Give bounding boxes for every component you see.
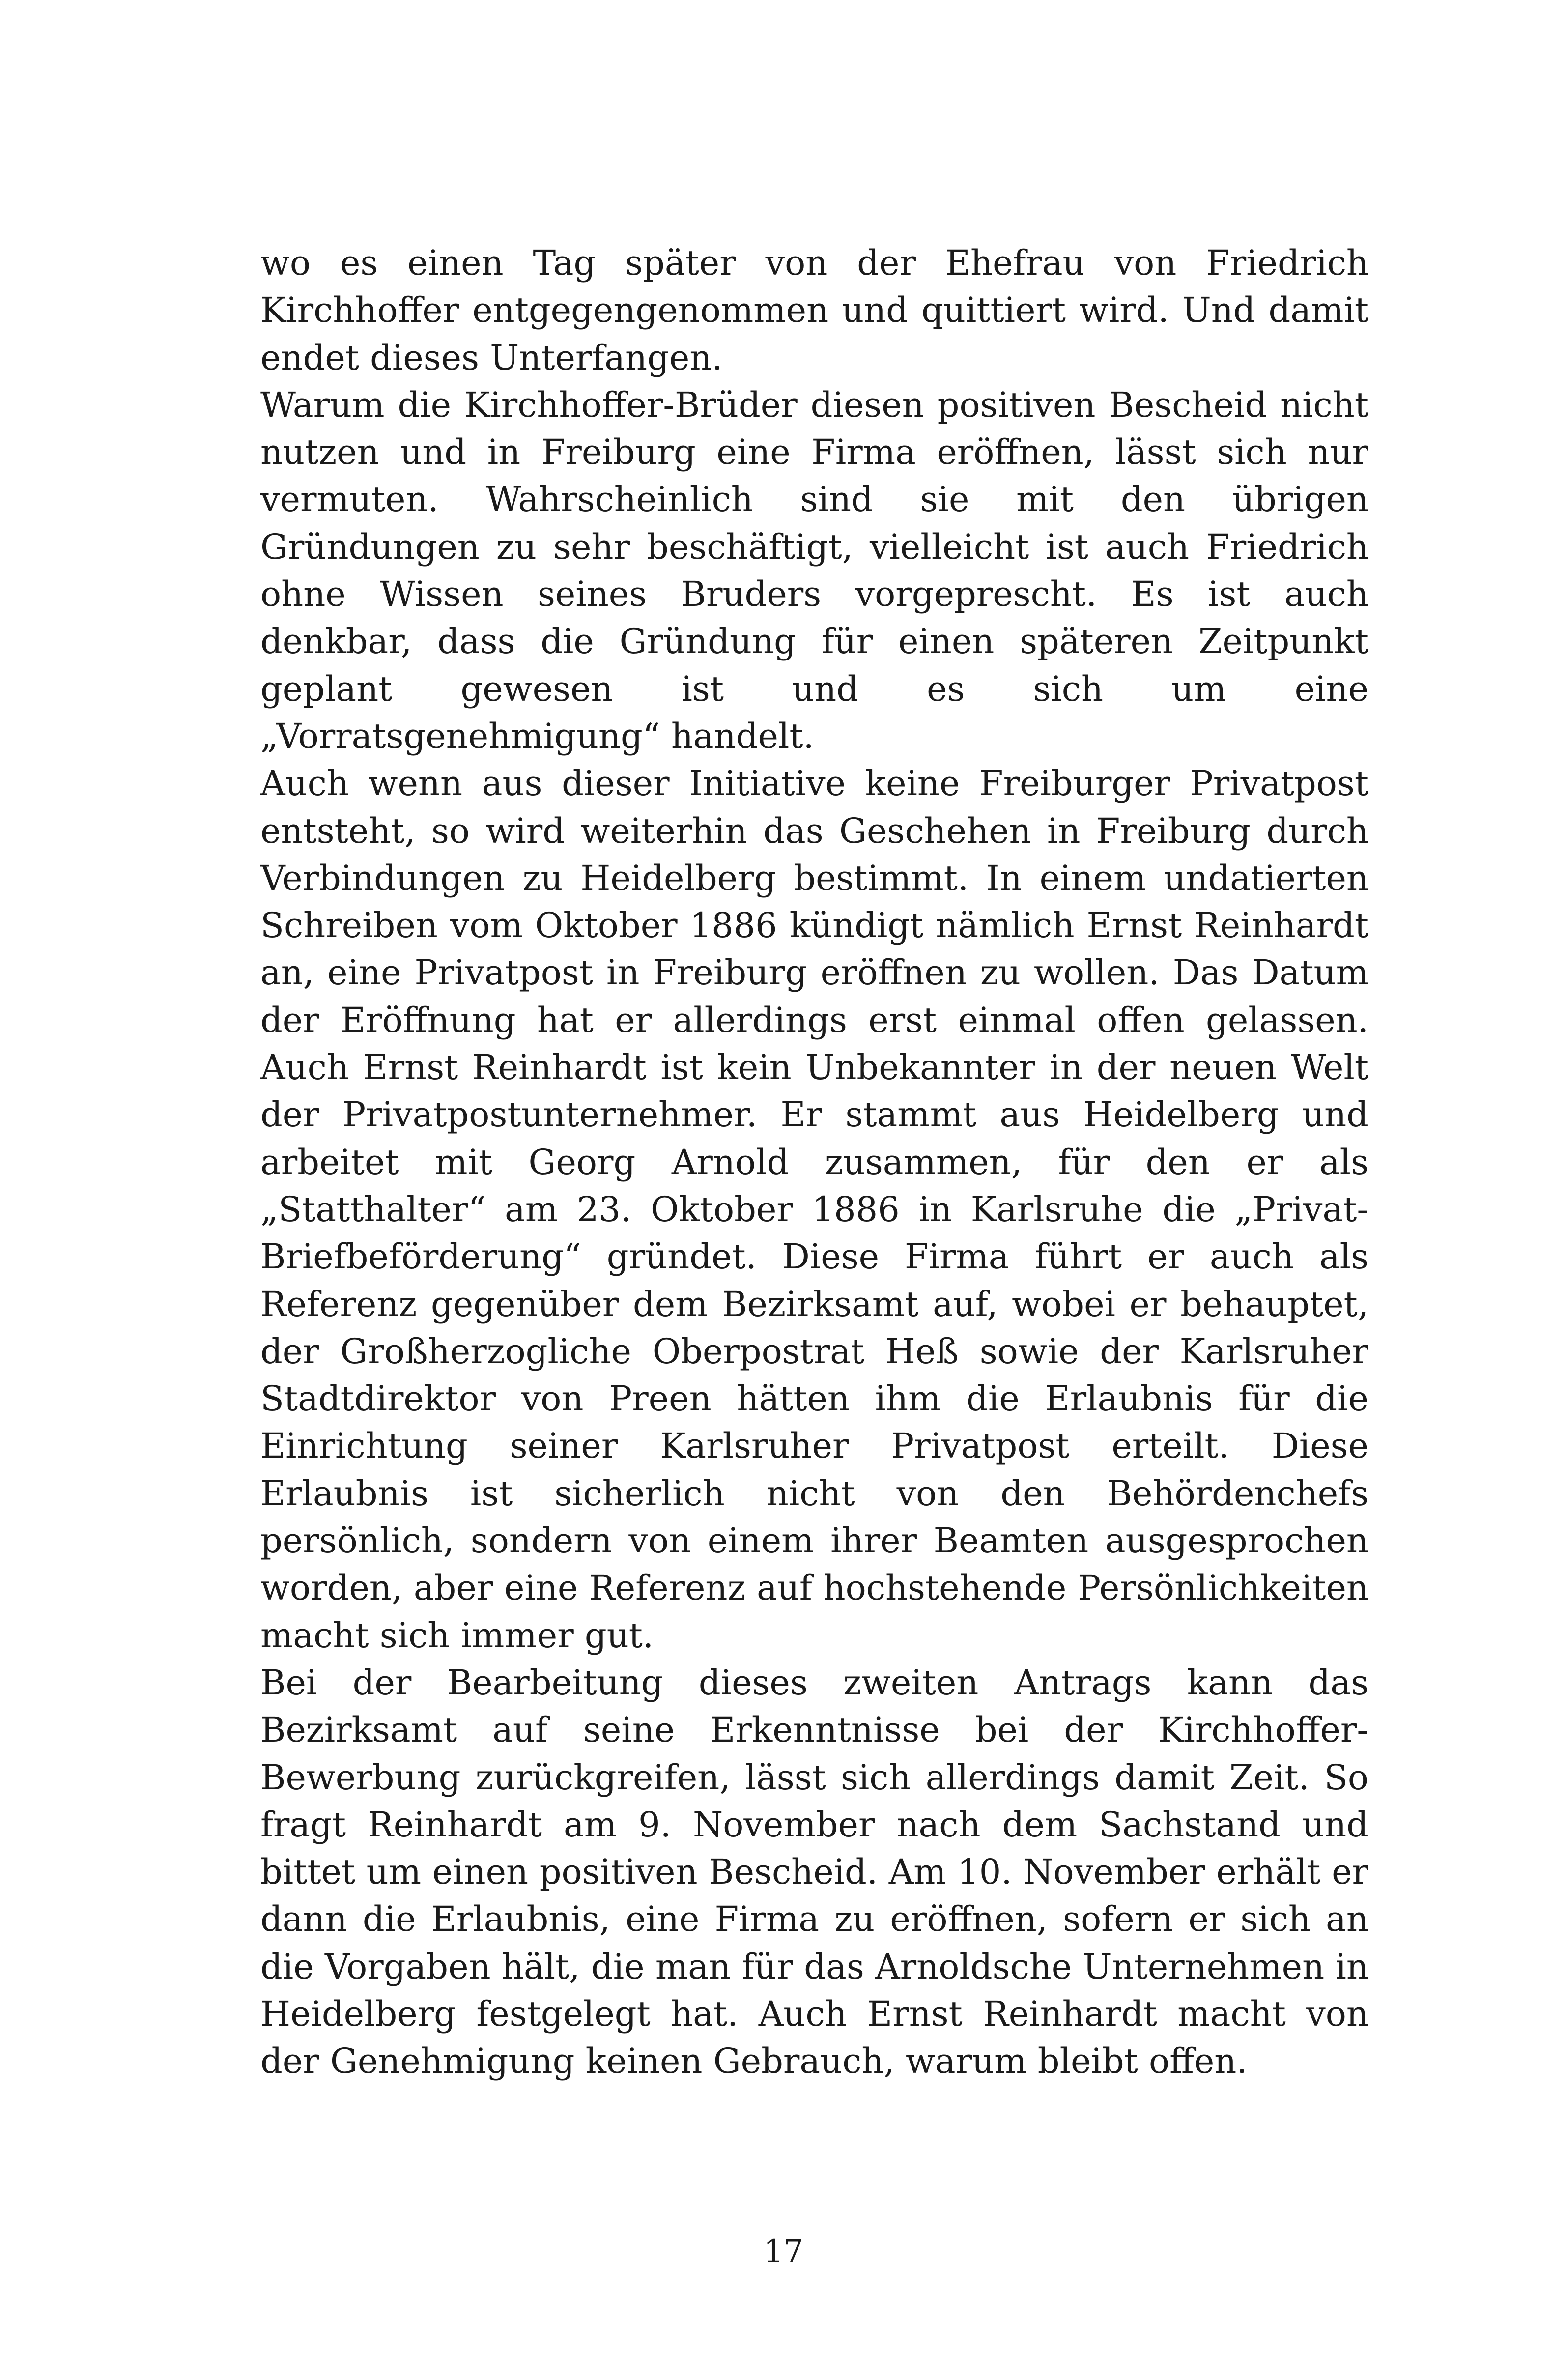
body-text: [260, 239, 1368, 2085]
paragraph-4: Bei der Bearbeitung dieses zweiten Antrags kann das Bezirksamt auf seine Erkenntnisse bei der Kirchhoffer-Bewerbung zurückgreifen, lässt sich allerdings damit Zeit. So fragt Reinhardt am 9. November nach dem Sachstand und bittet um einen positiven Bescheid. Am 10. November erhält er dann die Erlaubnis, eine Firma zu eröffnen, sofern er sich an die Vorgaben hält, die man für das Arnoldsche Unternehmen in Heidelberg festgelegt hat. Auch Ernst Reinhardt macht von der Genehmigung keinen Gebrauch, warum bleibt offen.: [260, 1662, 1368, 2082]
page-number: 17: [763, 2234, 804, 2270]
paragraph-1: wo es einen Tag später von der Ehefrau von Friedrich Kirchhoffer entgegengenommen und quittiert wird. Und damit endet dieses Unterfangen.: [260, 243, 1368, 378]
paragraph-3: Auch wenn aus dieser Initiative keine Freiburger Privatpost entsteht, so wird weiterhin das Geschehen in Freiburg durch Verbindungen zu Heidelberg bestimmt. In einem undatierten Schreiben vom Oktober 1886 kündigt nämlich Ernst Reinhardt an, eine Privatpost in Freiburg eröffnen zu wollen. Das Datum der Eröffnung hat er allerdings erst einmal offen gelassen. Auch Ernst Reinhardt ist kein Unbekannter in der neuen Welt der Privatpostunternehmer. Er stammt aus Heidelberg und arbeitet mit Georg Arnold zusammen, für den er als „Statthalter“ am 23. Oktober 1886 in Karlsruhe die „Privat-Briefbeförderung“ gründet. Diese Firma führt er auch als Referenz gegenüber dem Bezirksamt auf, wobei er behauptet, der Großherzogliche Oberpostrat Heß sowie der Karlsruher Stadtdirektor von Preen hätten ihm die Erlaubnis für die Einrichtung seiner Karlsruher Privatpost erteilt. Diese Erlaubnis ist sicherlich nicht von den Behördenchefs persönlich, sondern von einem ihrer Beamten ausgesprochen worden, aber eine Referenz auf hochstehende Persönlichkeiten macht sich immer gut.: [260, 763, 1368, 1656]
paragraph-2: Warum die Kirchhoffer-Brüder diesen positiven Bescheid nicht nutzen und in Freiburg eine Firma eröffnen, lässt sich nur vermuten. Wahrscheinlich sind sie mit den übrigen Gründungen zu sehr beschäftigt, vielleicht ist auch Friedrich ohne Wissen seines Bruders vorgeprescht. Es ist auch denkbar, dass die Gründung für einen späteren Zeitpunkt geplant gewesen ist und es sich um eine „Vorratsgenehmigung“ handelt.: [260, 384, 1368, 756]
